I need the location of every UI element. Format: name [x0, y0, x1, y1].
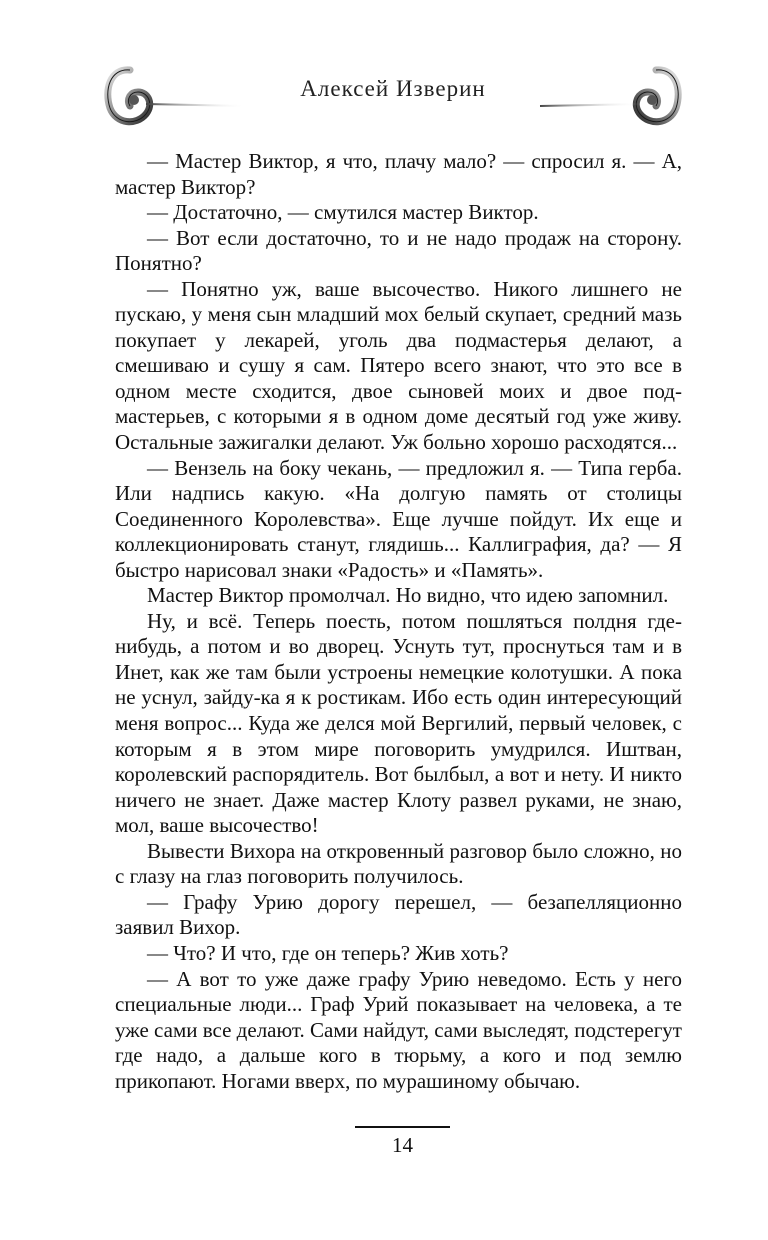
paragraph: — Вот если достаточно, то и не надо продаж на сторону. Понятно? — [115, 225, 682, 276]
paragraph: — Понятно уж, ваше высочество. Никого лишнего не пускаю, у меня сын младший мох белый скупает, средний мазь покупает у лекарей, уголь два подмастерья делают, а смешиваю и сушу я сам. Пятеро всего знают, что это все в одном месте сходится, двое сыновей моих и двое подмастерьев, с которыми я в одном доме десятый год уже живу. Остальные зажигалки делают. Уж больно хорошо расходятся... — [115, 276, 682, 455]
footer-rule — [355, 1126, 450, 1128]
page-number: 14 — [392, 1133, 413, 1157]
paragraph: — Мастер Виктор, я что, плачу мало? — спросил я. — А, мастер Виктор? — [115, 149, 682, 199]
paragraph: — А вот то уже даже графу Урию неведомо. Есть у него специальные люди... Граф Урий показывает на человека, а те уже сами все делают. Сами найдут, сами выследят, подстерегут где надо, а дальше кого в тюрьму, а кого и под землю прикопают. Ногами вверх, по мурашиному обычаю. — [115, 966, 682, 1093]
paragraph: — Графу Урию дорогу перешел, — безапелляционно заявил Вихор. — [115, 889, 682, 940]
paragraph: — Что? И что, где он теперь? Жив хоть? — [147, 940, 509, 965]
paragraph: — Вензель на боку чекань, — предложил я. — Типа герба. Или надпись какую. «На долгую память от столицы Соединенного Королевства». Еще лучше пойдут. Их еще и коллекционировать станут, глядишь... Каллиграфия, да? — Я быстро нарисовал знаки «Радость» и «Память». — [115, 455, 682, 582]
paragraph: Ну, и всё. Теперь поесть, потом пошляться полдня гденибудь, а потом и во дворец. Уснуть тут, проснуться там и в Инет, как же там были устроены немецкие колотушки. А пока не уснул, зайду-ка я к ростикам. Ибо есть один интересующий меня вопрос... Куда же делся мой Вергилий, первый человек, с которым я в этом мире поговорить умудрился. Иштван, королевский распорядитель. Вот былбыл, а вот и нету. И никто ничего не знает. Даже мастер Клоту развел руками, не знаю, мол, ваше высочество! — [115, 608, 682, 838]
author-name: Алексей Изверин — [300, 76, 486, 101]
paragraph: — Достаточно, — смутился мастер Виктор. — [147, 200, 539, 225]
body-text — [115, 149, 682, 1094]
paragraph: Вывести Вихора на откровенный разговор было сложно, но с глазу на глаз поговорить получилось. — [115, 838, 682, 889]
paragraph: Мастер Виктор промолчал. Но видно, что идею запомнил. — [147, 583, 669, 608]
running-header — [96, 62, 690, 132]
